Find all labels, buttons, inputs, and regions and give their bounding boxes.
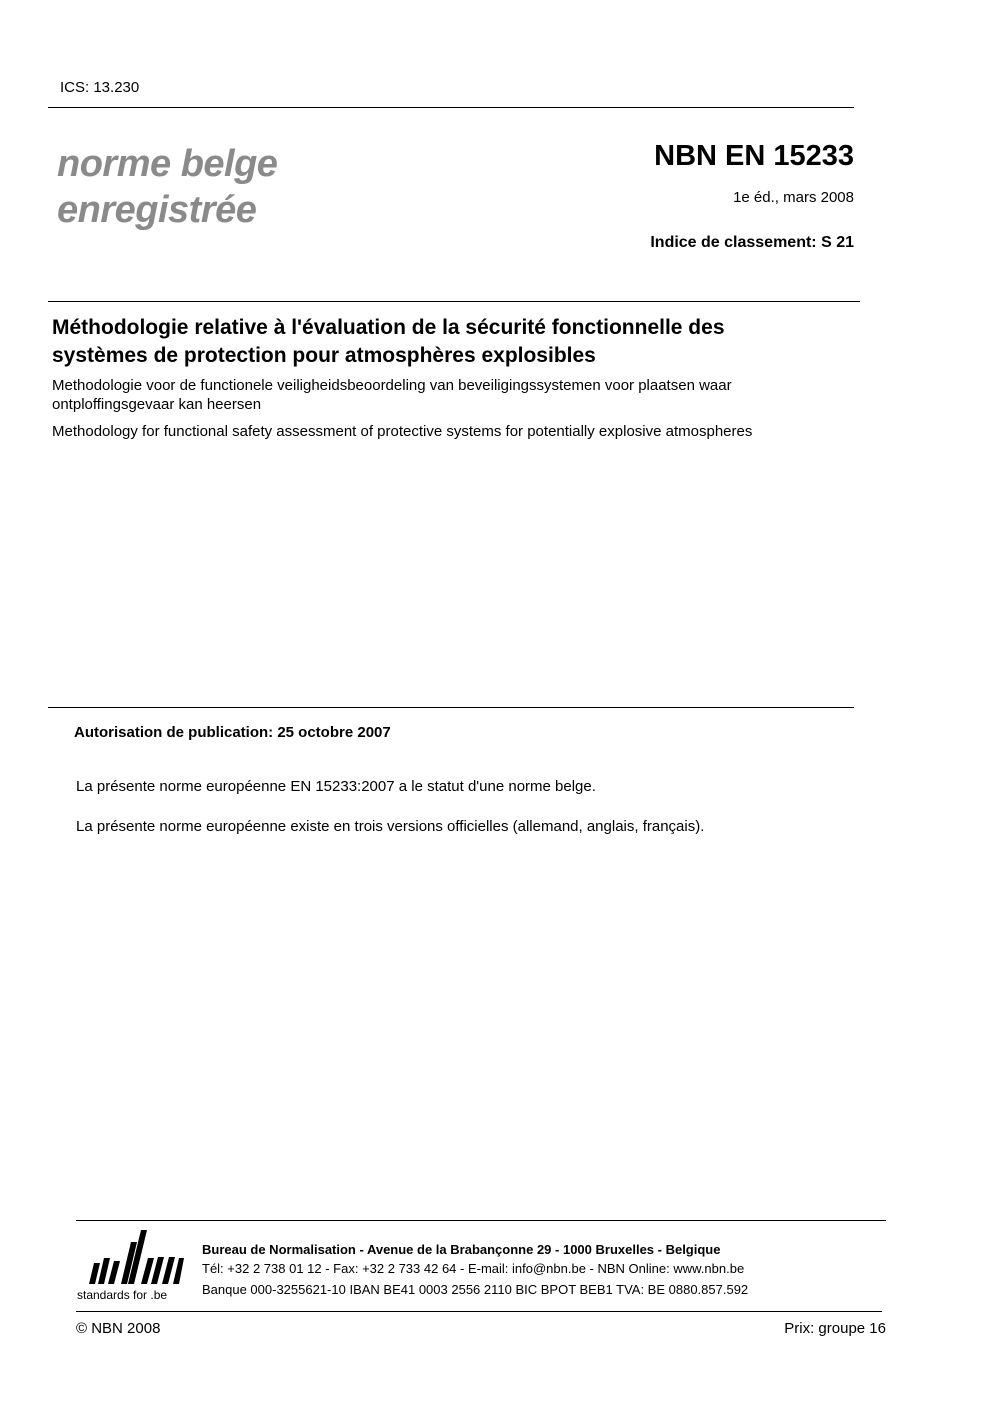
bureau-address: Bureau de Normalisation - Avenue de la Brabançonne 29 - 1000 Bruxelles - Belgique [202,1242,721,1257]
nbn-logo-stroke [98,1258,110,1284]
footer-divider-top [76,1220,886,1221]
footer-divider-bottom [76,1311,882,1312]
nbn-logo-stroke [89,1263,100,1284]
title-dutch-line-1: Methodologie voor de functionele veiligheidsbeoordeling van beveiligingssystemen voor plaatsen waar [52,377,732,394]
nbn-logo-stroke [162,1257,175,1284]
nbn-logo-stroke [173,1258,184,1284]
ics-code: ICS: 13.230 [60,79,140,96]
publication-authorization: Autorisation de publication: 25 octobre 2007 [74,724,391,741]
brand-line-2: enregistrée [57,189,257,231]
title-english: Methodology for functional safety assessment of protective systems for potentially explosive atmospheres [52,423,753,440]
brand-title [57,141,277,233]
status-note: La présente norme européenne EN 15233:2007 a le statut d'une norme belge. [76,778,596,795]
title-dutch-line-2: ontploffingsgevaar kan heersen [52,396,262,413]
price-group: Prix: groupe 16 [784,1320,886,1337]
copyright: © NBN 2008 [76,1320,161,1337]
contact-details: Tél: +32 2 738 01 12 - Fax: +32 2 733 42 64 - E-mail: info@nbn.be - NBN Online: www.nbn.be [202,1261,745,1276]
top-divider [48,107,854,108]
bank-details: Banque 000-3255621-10 IBAN BE41 0003 2556 2110 BIC BPOT BEB1 TVA: BE 0880.857.592 [202,1282,749,1297]
brand-line-1: norme belge [57,143,278,185]
classification-index: Indice de classement: S 21 [650,234,854,251]
title-french-line-1: Méthodologie relative à l'évaluation de la sécurité fonctionnelle des [52,316,725,339]
title-dutch [52,376,862,414]
title-french-line-2: systèmes de protection pour atmosphères explosibles [52,344,596,367]
standard-number: NBN EN 15233 [654,140,854,172]
edition-date: 1e éd., mars 2008 [733,189,854,206]
logo-tagline: standards for .be [77,1288,168,1302]
title-divider [48,301,860,302]
title-french [52,314,852,370]
nbn-logo-stroke [108,1261,120,1284]
publication-divider [48,707,854,708]
versions-note: La présente norme européenne existe en trois versions officielles (allemand, anglais, français). [76,818,705,835]
